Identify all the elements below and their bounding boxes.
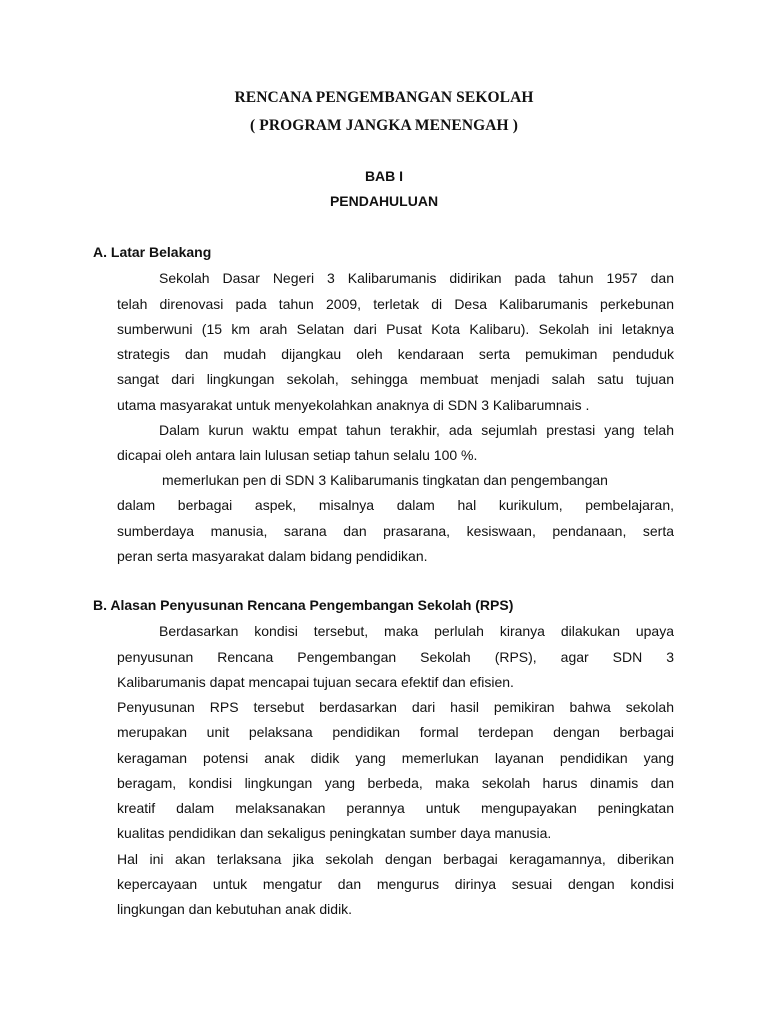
paragraph-line: Berdasarkan kondisi tersebut, maka perlulah kiranya dilakukan upaya <box>159 623 674 639</box>
paragraph-line: sangat dari lingkungan sekolah, sehingga membuat menjadi salah satu tujuan <box>117 371 674 387</box>
paragraph-line: penyusunan Rencana Pengembangan Sekolah (RPS), agar SDN 3 <box>117 649 674 665</box>
document-title-line-1: RENCANA PENGEMBANGAN SEKOLAH <box>234 89 534 106</box>
paragraph-line: lingkungan dan kebutuhan anak didik. <box>117 901 353 917</box>
paragraph-line: memerlukan pen di SDN 3 Kalibarumanis tingkatan dan pengembangan <box>162 472 608 488</box>
paragraph-line: utama masyarakat untuk menyekolahkan anaknya di SDN 3 Kalibarumnais . <box>117 397 590 413</box>
paragraph-line: sumberwuni (15 km arah Selatan dari Pusat Kota Kalibaru). Sekolah ini letaknya <box>117 321 674 337</box>
chapter-number: BAB I <box>364 168 404 184</box>
paragraph-line: Dalam kurun waktu empat tahun terakhir, ada sejumlah prestasi yang telah <box>159 422 674 438</box>
paragraph-line: strategis dan mudah dijangkau oleh kendaraan serta pemukiman penduduk <box>117 346 674 362</box>
section-a-heading: A. Latar Belakang <box>93 244 212 260</box>
paragraph-line: merupakan unit pelaksana pendidikan formal terdepan dengan berbagai <box>117 724 674 740</box>
paragraph-line: dicapai oleh antara lain lulusan setiap tahun selalu 100 %. <box>117 447 478 463</box>
paragraph-line: dalam berbagai aspek, misalnya dalam hal kurikulum, pembelajaran, <box>117 497 674 513</box>
paragraph-line: Sekolah Dasar Negeri 3 Kalibarumanis didirikan pada tahun 1957 dan <box>159 270 674 286</box>
paragraph-line: Penyusunan RPS tersebut berdasarkan dari hasil pemikiran bahwa sekolah <box>117 699 674 715</box>
document-title-line-2: ( PROGRAM JANGKA MENENGAH ) <box>250 117 518 134</box>
paragraph-line: telah direnovasi pada tahun 2009, terletak di Desa Kalibarumanis perkebunan <box>117 296 674 312</box>
paragraph-line: sumberdaya manusia, sarana dan prasarana, kesiswaan, pendanaan, serta <box>117 523 674 539</box>
chapter-title: PENDAHULUAN <box>329 193 439 209</box>
paragraph-line: kreatif dalam melaksanakan perannya untuk mengupayakan peningkatan <box>117 800 674 816</box>
paragraph-line: Kalibarumanis dapat mencapai tujuan secara efektif dan efisien. <box>117 674 514 690</box>
paragraph-line: beragam, kondisi lingkungan yang berbeda, maka sekolah harus dinamis dan <box>117 775 674 791</box>
paragraph-line: kualitas pendidikan dan sekaligus peningkatan sumber daya manusia. <box>117 825 552 841</box>
paragraph-line: kepercayaan untuk mengatur dan mengurus dirinya sesuai dengan kondisi <box>117 876 674 892</box>
paragraph-line: peran serta masyarakat dalam bidang pendidikan. <box>117 548 428 564</box>
section-b-heading: B. Alasan Penyusunan Rencana Pengembangan Sekolah (RPS) <box>93 597 514 613</box>
paragraph-line: keragaman potensi anak didik yang memerlukan layanan pendidikan yang <box>117 750 674 766</box>
paragraph-line: Hal ini akan terlaksana jika sekolah dengan berbagai keragamannya, diberikan <box>117 851 674 867</box>
